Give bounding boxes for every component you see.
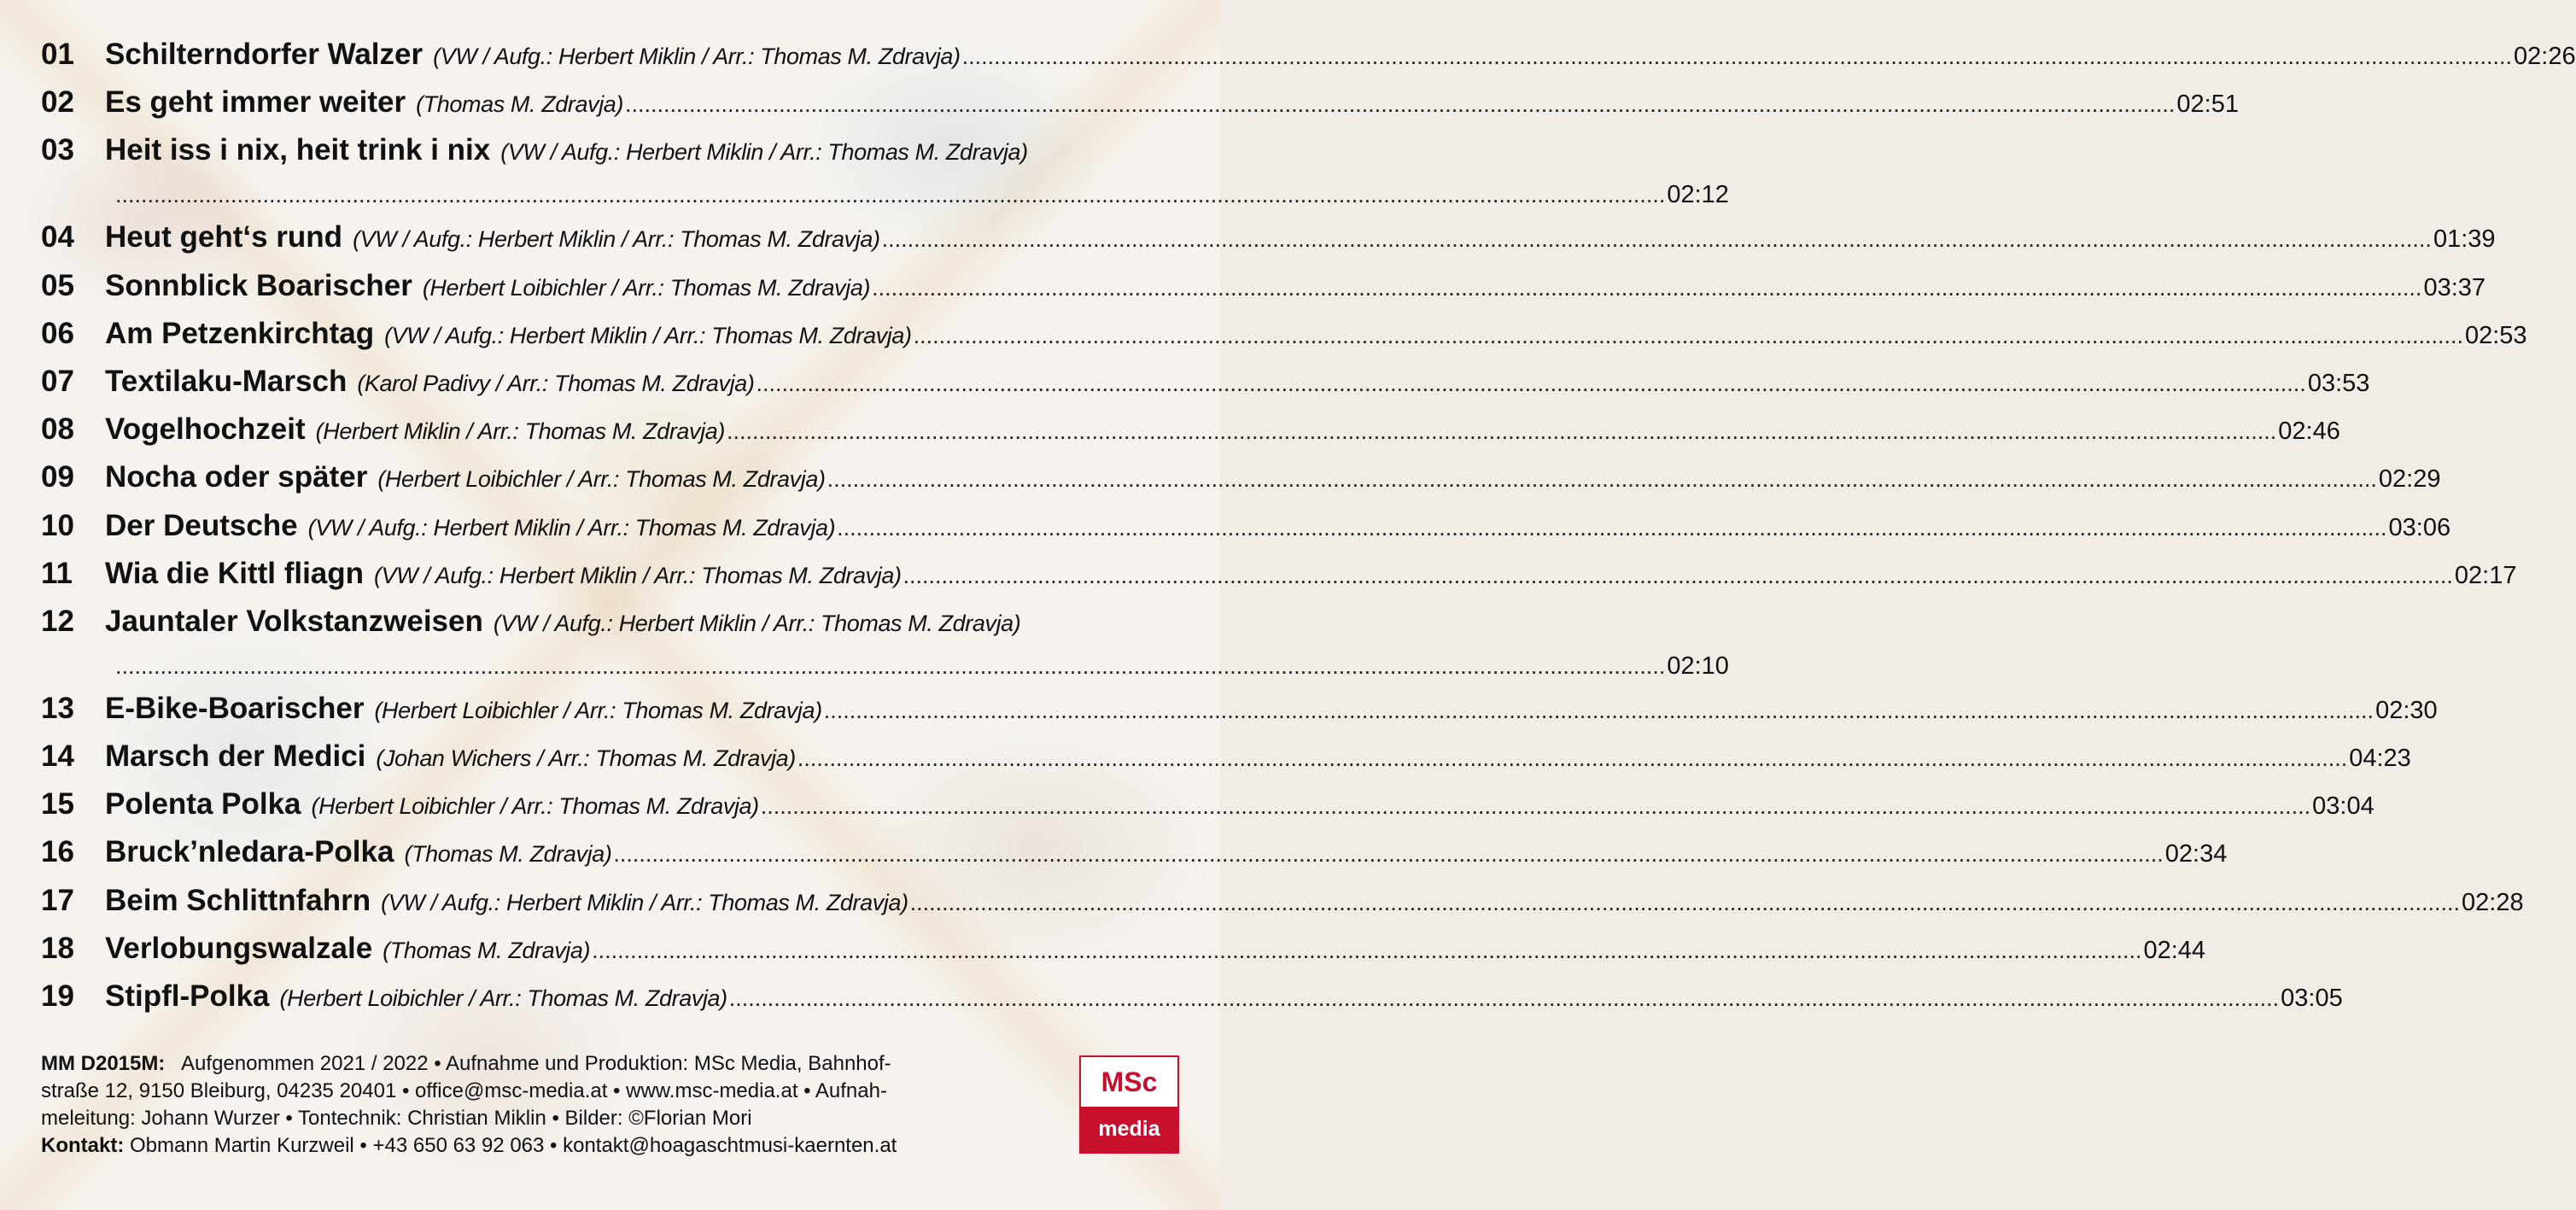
dot-leader	[729, 974, 2279, 1022]
track-row	[41, 828, 2228, 876]
track-title: Heit iss i nix, heit trink i nix	[105, 133, 491, 167]
track-credit: (Thomas M. Zdravja)	[416, 91, 624, 118]
dot-leader	[761, 782, 2310, 830]
track-number: 01	[41, 38, 74, 71]
track-title: Beim Schlittnfahrn	[105, 883, 371, 917]
track-title: Sonnblick Boarischer	[105, 268, 412, 302]
track-row	[41, 31, 2576, 79]
track-duration: 02:12	[1667, 181, 1729, 209]
contact-line	[41, 1132, 1078, 1160]
track-title: Bruck’nledara-Polka	[105, 835, 394, 869]
track-row	[41, 685, 2438, 733]
track-credit: (VW / Aufg.: Herbert Miklin / Arr.: Thomas M. Zdravja)	[374, 562, 902, 588]
track-duration: 02:17	[2454, 561, 2517, 589]
track-credit: (VW / Aufg.: Herbert Miklin / Arr.: Thomas M. Zdravja)	[384, 322, 912, 348]
track-duration: 02:46	[2278, 418, 2340, 446]
track-credit: (Herbert Loibichler / Arr.: Thomas M. Zdravja)	[422, 274, 871, 301]
track-row	[41, 925, 2206, 973]
track-duration: 03:06	[2388, 513, 2451, 541]
track-number: 15	[41, 787, 74, 821]
track-number: 12	[41, 604, 74, 638]
track-row	[41, 213, 2496, 261]
track-title: Es geht immer weiter	[105, 85, 406, 120]
track-title: Polenta Polka	[105, 787, 301, 821]
contact-label: Kontakt:	[41, 1134, 125, 1157]
track-title: E-Bike-Boarischer	[105, 691, 365, 725]
dot-leader	[914, 312, 2463, 359]
credits-line-1	[41, 1050, 1078, 1078]
dot-leader	[824, 687, 2374, 734]
dot-leader	[827, 455, 2377, 503]
dot-leader	[882, 215, 2432, 263]
track-number: 19	[41, 979, 74, 1013]
contact-text: Obmann Martin Kurzweil • +43 650 63 92 063 • kontakt@hoagaschtmusi-kaernten.at	[130, 1134, 897, 1157]
track-duration: 02:30	[2375, 696, 2438, 724]
dot-leader	[727, 407, 2276, 455]
track-row	[41, 310, 2527, 358]
track-number: 04	[41, 220, 74, 254]
track-credit: (VW / Aufg.: Herbert Miklin / Arr.: Thomas M. Zdravja)	[493, 610, 1021, 636]
track-row	[41, 502, 2451, 550]
dot-leader	[592, 926, 2141, 974]
track-duration: 02:29	[2378, 465, 2441, 494]
dot-leader	[962, 32, 2512, 80]
track-number: 03	[41, 133, 74, 167]
track-title: Textilaku-Marsch	[105, 364, 348, 398]
track-credit: (Herbert Loibichler / Arr.: Thomas M. Zdravja)	[311, 793, 759, 820]
track-credit: (VW / Aufg.: Herbert Miklin / Arr.: Thomas M. Zdravja)	[307, 514, 836, 541]
credits-line-2: straße 12, 9150 Bleiburg, 04235 20401 • office@msc-media.at • www.msc-media.at • Aufnah-	[41, 1079, 887, 1102]
track-row	[41, 550, 2517, 598]
credits-text-1: Aufgenommen 2021 / 2022 • Aufnahme und Produktion: MSc Media, Bahnhof-	[181, 1052, 891, 1075]
dot-leader	[115, 176, 1665, 213]
track-title: Heut geht‘s rund	[105, 220, 343, 254]
track-credit: (Herbert Miklin / Arr.: Thomas M. Zdravja)	[315, 418, 725, 445]
track-number: 09	[41, 460, 74, 494]
track-continuation	[41, 647, 1729, 685]
track-row	[41, 877, 2524, 925]
track-credit: (Karol Padivy / Arr.: Thomas M. Zdravja)	[357, 370, 755, 396]
track-title: Am Petzenkirchtag	[105, 316, 375, 350]
track-duration: 02:53	[2464, 321, 2527, 349]
track-credit: (Johan Wichers / Arr.: Thomas M. Zdravja)	[376, 745, 796, 772]
track-credit: (Herbert Loibichler / Arr.: Thomas M. Zdravja)	[279, 985, 727, 1011]
track-credit: (VW / Aufg.: Herbert Miklin / Arr.: Thomas M. Zdravja)	[500, 139, 1028, 166]
track-row	[41, 406, 2340, 453]
track-title: Schilterndorfer Walzer	[105, 38, 423, 71]
track-number: 06	[41, 316, 74, 350]
track-list	[41, 31, 2576, 1020]
dot-leader	[625, 80, 2175, 128]
track-duration: 02:34	[2164, 840, 2228, 868]
track-row	[41, 733, 2411, 780]
logo-top-text: MSc	[1101, 1066, 1158, 1097]
track-row	[41, 973, 2343, 1020]
track-title: Verlobungswalzale	[105, 931, 373, 965]
track-number: 17	[41, 883, 74, 917]
track-number: 05	[41, 268, 74, 302]
dot-leader	[613, 830, 2163, 878]
msc-media-logo	[1079, 1055, 1179, 1154]
track-title: Vogelhochzeit	[105, 412, 306, 447]
dot-leader	[872, 264, 2421, 312]
track-duration: 02:10	[1667, 652, 1729, 680]
credits-line-3: meleitung: Johann Wurzer • Tontechnik: Christian Miklin • Bilder: ©Florian Mori	[41, 1107, 752, 1130]
track-number: 02	[41, 85, 74, 120]
track-number: 16	[41, 835, 74, 869]
track-credit: (Thomas M. Zdravja)	[383, 937, 591, 963]
track-row	[41, 598, 1729, 685]
track-number: 08	[41, 412, 74, 447]
track-title: Der Deutsche	[105, 508, 298, 542]
dot-leader	[837, 504, 2386, 552]
track-credit: (Herbert Loibichler / Arr.: Thomas M. Zdravja)	[377, 466, 826, 493]
track-number: 13	[41, 691, 74, 725]
track-row	[41, 453, 2441, 501]
track-credit: (Herbert Loibichler / Arr.: Thomas M. Zdravja)	[374, 697, 822, 723]
track-duration: 04:23	[2349, 745, 2411, 773]
dot-leader	[797, 734, 2347, 782]
track-duration: 03:37	[2423, 273, 2486, 301]
track-title: Nocha oder später	[105, 460, 368, 494]
track-row	[41, 780, 2374, 828]
track-credit: (Thomas M. Zdravja)	[404, 841, 612, 868]
track-duration: 02:44	[2143, 936, 2206, 964]
track-number: 07	[41, 364, 74, 398]
track-credit: (VW / Aufg.: Herbert Miklin / Arr.: Thomas M. Zdravja)	[353, 226, 880, 253]
track-duration: 02:51	[2176, 91, 2239, 119]
track-row	[41, 358, 2370, 406]
dot-leader	[756, 359, 2305, 407]
track-row	[41, 79, 2239, 126]
track-row	[41, 262, 2486, 310]
track-title: Stipfl-Polka	[105, 979, 270, 1013]
track-continuation	[41, 176, 1729, 213]
dot-leader	[903, 552, 2453, 599]
track-title: Jauntaler Volkstanzweisen	[105, 604, 483, 638]
production-credits	[41, 1050, 1078, 1160]
track-credit: (VW / Aufg.: Herbert Miklin / Arr.: Thomas M. Zdravja)	[381, 889, 908, 915]
track-duration: 02:26	[2514, 43, 2576, 70]
track-number: 11	[41, 556, 73, 590]
track-number: 18	[41, 931, 74, 965]
track-duration: 03:53	[2307, 369, 2370, 397]
track-duration: 03:05	[2281, 985, 2343, 1012]
logo-bottom-text: media	[1081, 1107, 1177, 1152]
catalog-number: MM D2015M:	[41, 1052, 166, 1075]
track-credit: (VW / Aufg.: Herbert Miklin / Arr.: Thomas M. Zdravja)	[433, 44, 961, 69]
track-number: 14	[41, 739, 74, 774]
track-number: 10	[41, 508, 74, 542]
track-duration: 02:28	[2462, 888, 2524, 916]
track-row	[41, 126, 1729, 213]
dot-leader	[910, 879, 2460, 926]
track-duration: 01:39	[2433, 225, 2496, 254]
track-title: Wia die Kittl fliagn	[105, 556, 365, 590]
track-title: Marsch der Medici	[105, 739, 366, 774]
track-duration: 03:04	[2312, 792, 2374, 821]
dot-leader	[115, 647, 1665, 685]
